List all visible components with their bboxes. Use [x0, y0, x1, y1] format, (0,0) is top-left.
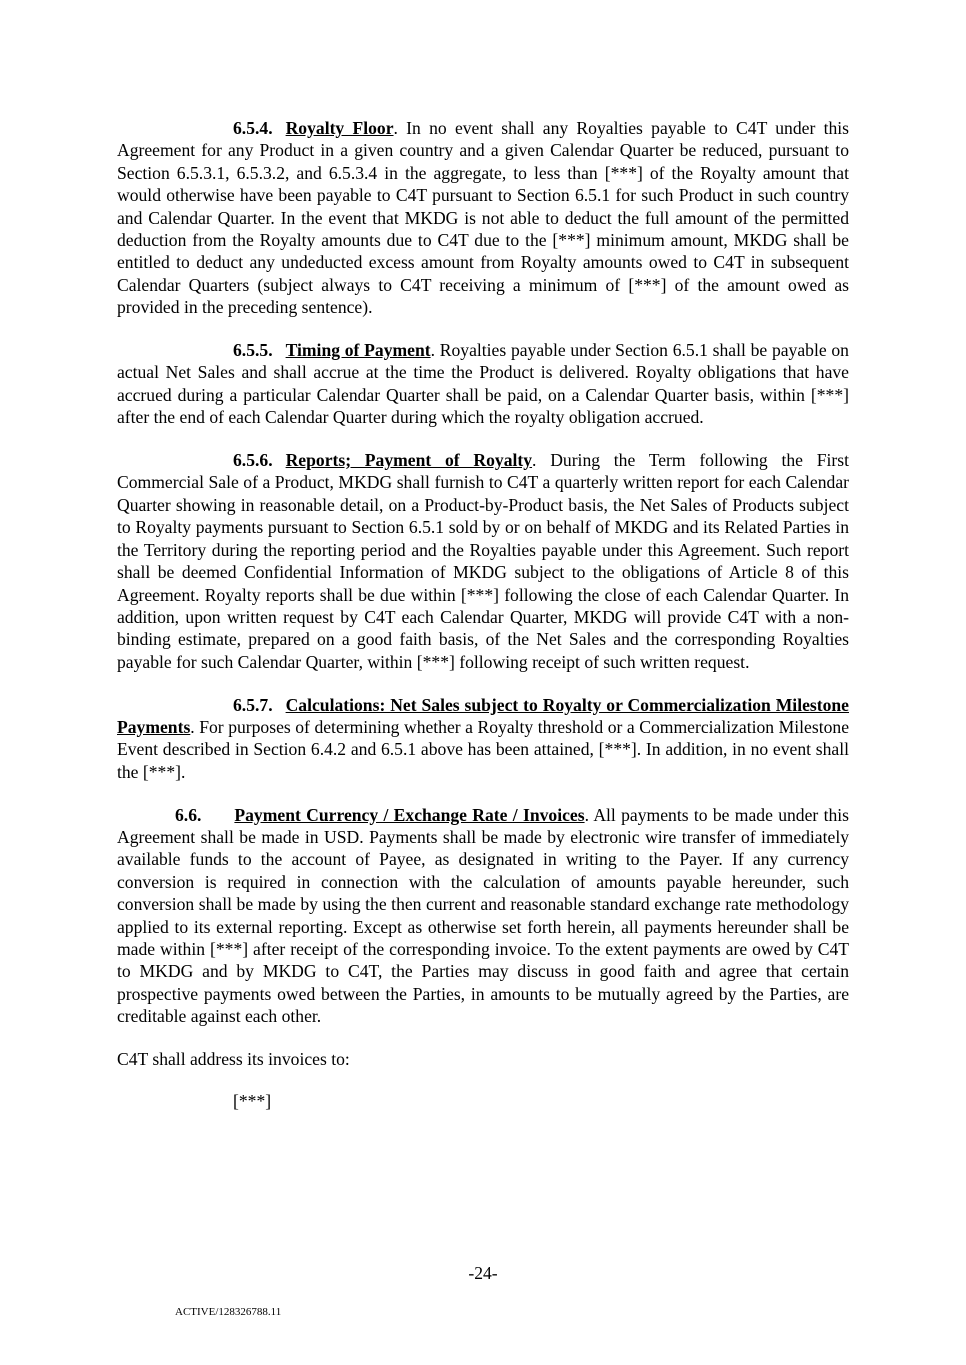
- section-heading: Calculations: Net Sales subject to Royalty or Commercialization Milestone Payments: [117, 694, 849, 737]
- section-heading: Royalty Floor: [285, 118, 394, 138]
- section-number: 6.5.7.: [233, 694, 273, 715]
- section-text: . In no event shall any Royalties payable to C4T under this Agreement for any Product in a given country and a given Calendar Quarter be reduced, pursuant to Section 6.5.3.1, 6.5.3.2, and 6.5.3.4 in the aggregate, to less than [***] of the Royalty amount that would otherwise have been payable to C4T pursuant to Section 6.5.1 for such Product in such country and Calendar Quarter. In the event that MKDG is not able to deduct the full amount of the permitted deduction from the Royalty amounts due to C4T due to the [***] minimum amount, MKDG shall be entitled to deduct any undeducted excess amount from Royalty amounts owed to C4T in subsequent Calendar Quarters (subject always to C4T receiving a minimum of [***] of the amount owed as provided in the preceding sentence).: [117, 118, 849, 318]
- page-number: -24-: [468, 1263, 498, 1283]
- section-text: . All payments to be made under this Agreement shall be made in USD. Payments shall be made by electronic wire transfer of immediately available funds to the account of Payee, as designated in writing to the Payer. If any currency conversion is required in connection with the calculation of amounts payable hereunder, such conversion shall be made by using the then current and reasonable standard exchange rate methodology applied to its external reporting. Except as otherwise set forth herein, all payments hereunder shall be made within [***] after receipt of the corresponding invoice. To the extent payments are owed by C4T to MKDG and by MKDG to C4T, the Parties may discuss in good faith and agree that certain prospective payments owed between the Parties, in amounts to be mutually agreed by the Parties, are creditable against each other.: [117, 804, 850, 1027]
- section-6-5-4: [117, 117, 849, 319]
- section-number: 6.5.4.: [233, 118, 273, 138]
- section-text: . During the Term following the First Commercial Sale of a Product, MKDG shall furnish to C4T a quarterly written report for each Calendar Quarter showing in reasonable detail, on a Product-by-Product basis, the Net Sales of Products subject to Royalty payments pursuant to Section 6.5.1 sold by or on behalf of MKDG and its Related Parties in the Territory during the reporting period and the Royalties payable under this Agreement. Such report shall be deemed Confidential Information of MKDG subject to the obligations of Article 8 of this Agreement. Royalty reports shall be due within [***] following the close of each Calendar Quarter. In addition, upon written request by C4T each Calendar Quarter, MKDG will provide C4T with a non-binding estimate, prepared on a good faith basis, of the Net Sales and the corresponding Royalties payable for such Calendar Quarter, within [***] following receipt of such written request.: [117, 450, 849, 672]
- section-number: 6.6.: [175, 804, 202, 825]
- section-heading: Reports; Payment of Royalty: [285, 450, 533, 471]
- invoice-address-placeholder: [***]: [233, 1091, 272, 1112]
- invoice-address-intro: C4T shall address its invoices to:: [117, 1048, 350, 1069]
- section-6-5-5: [117, 339, 849, 429]
- section-text: . For purposes of determining whether a Royalty threshold or a Commercialization Milestone Event described in Section 6.4.2 and 6.5.1 above has been attained, [***]. In addition, in no event shall the [***].: [117, 716, 849, 782]
- document-footer-id: ACTIVE/128326788.11: [175, 1306, 282, 1318]
- section-number: 6.5.5.: [233, 340, 273, 361]
- section-text: . Royalties payable under Section 6.5.1 shall be payable on actual Net Sales and shall accrue at the time the Product is delivered. Royalty obligations that have accrued during a particular Calendar Quarter shall be paid, on a Calendar Quarter basis, within [***] after the end of each Calendar Quarter during which the royalty obligation accrued.: [117, 340, 849, 428]
- section-6-5-7: [117, 694, 849, 784]
- section-number: 6.5.6.: [233, 450, 273, 471]
- section-6-5-6: [117, 449, 849, 673]
- section-6-6: [117, 804, 849, 1028]
- section-heading: Payment Currency / Exchange Rate / Invoices: [234, 804, 585, 825]
- document-body: [117, 117, 849, 1113]
- section-heading: Timing of Payment: [285, 340, 431, 361]
